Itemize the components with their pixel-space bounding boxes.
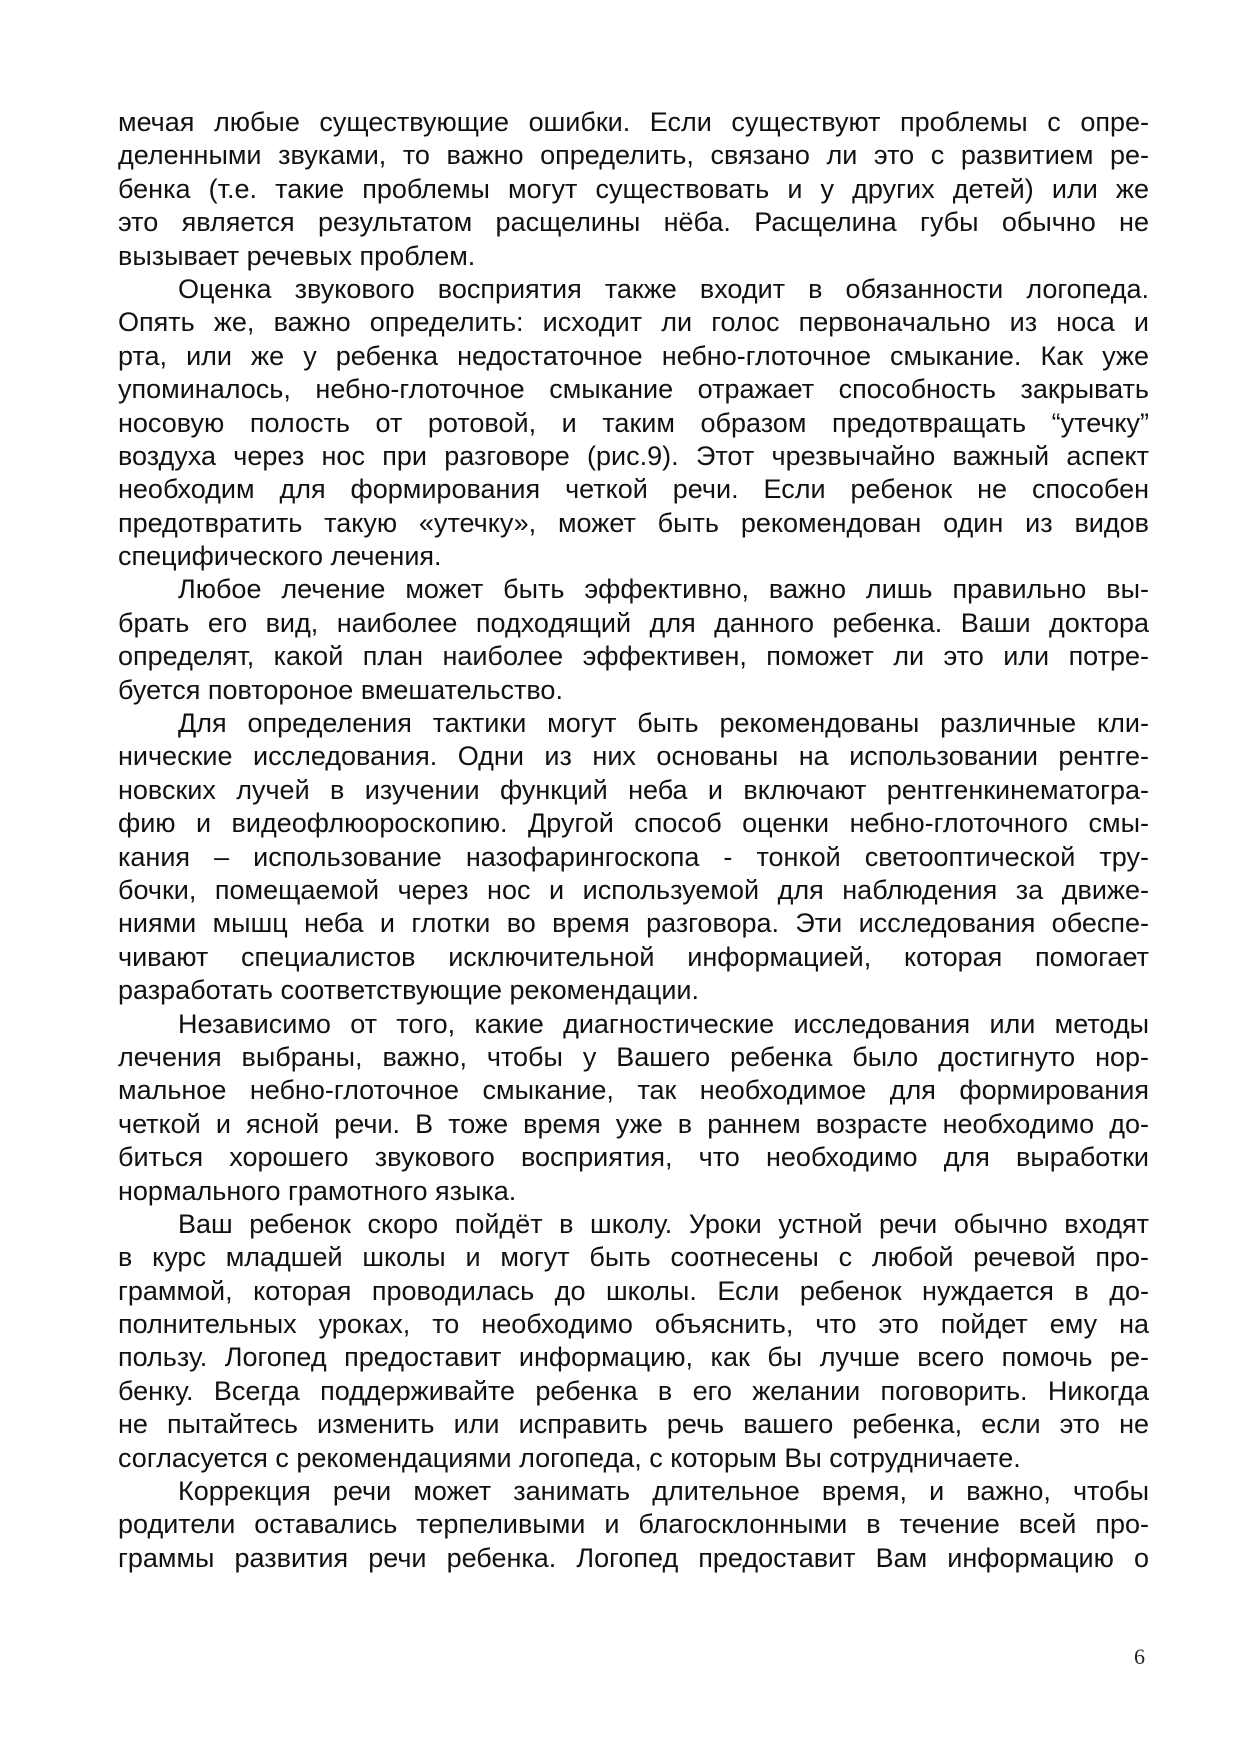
text-line: буется повтороное вмешательство. (118, 674, 563, 705)
text-line: упоминалось, небно-глоточное смыкание отражает способность закрывать (118, 374, 1149, 405)
text-line: это является результатом расщелины нёба. Расщелина губы обычно не (118, 207, 1149, 238)
text-line: Любое лечение может быть эффективно, важно лишь правильно вы- (178, 574, 1149, 605)
paragraph-5 (118, 1008, 1149, 1208)
text-line: воздуха через нос при разговоре (рис.9). Этот чрезвычайно важный аспект (118, 440, 1149, 471)
text-line: рта, или же у ребенка недостаточное небно-глоточное смыкание. Как уже (118, 340, 1149, 371)
text-line: бочки, помещаемой через нос и используемой для наблюдения за движе- (118, 874, 1149, 905)
text-line: Опять же, важно определить: исходит ли голос первоначально из носа и (118, 307, 1149, 338)
text-line: Для определения тактики могут быть рекомендованы различные кли- (178, 708, 1149, 739)
paragraph-2 (118, 273, 1149, 574)
paragraph-6 (118, 1208, 1149, 1475)
text-line: Независимо от того, какие диагностические исследования или методы (178, 1008, 1149, 1039)
text-line: деленными звуками, то важно определить, связано ли это с развитием ре- (118, 140, 1149, 171)
text-line: носовую полость от ротовой, и таким образом предотвращать “утечку” (118, 407, 1149, 438)
text-line: специфического лечения. (118, 541, 442, 572)
text-line: родители оставались терпеливыми и благосклонными в течение всей про- (118, 1509, 1149, 1540)
text-line: определят, какой план наиболее эффективен, поможет ли это или потре- (118, 641, 1149, 672)
text-line: Ваш ребенок скоро пойдёт в школу. Уроки устной речи обычно входят (178, 1208, 1149, 1239)
text-line: бенку. Всегда поддерживайте ребенка в его желании поговорить. Никогда (118, 1375, 1149, 1406)
text-line: граммы развития речи ребенка. Логопед предоставит Вам информацию о (118, 1542, 1149, 1573)
text-line: необходим для формирования четкой речи. Если ребенок не способен (118, 474, 1149, 505)
text-line: нормального грамотного языка. (118, 1175, 517, 1206)
paragraph-4 (118, 707, 1149, 1008)
text-line: пользу. Логопед предоставит информацию, как бы лучше всего помочь ре- (118, 1342, 1149, 1373)
text-line: граммой, которая проводилась до школы. Если ребенок нуждается в до- (118, 1275, 1149, 1306)
text-line: вызывает речевых проблем. (118, 240, 476, 271)
text-line: мальное небно-глоточное смыкание, так необходимое для формирования (118, 1075, 1149, 1106)
text-line: предотвратить такую «утечку», может быть рекомендован один из видов (118, 507, 1149, 538)
page-number: 6 (1134, 1644, 1145, 1669)
text-line: лечения выбраны, важно, чтобы у Вашего ребенка было достигнуто нор- (118, 1041, 1149, 1072)
text-line: кания – использование назофарингоскопа - тонкой светооптической тру- (118, 841, 1149, 872)
text-line: биться хорошего звукового восприятия, что необходимо для выработки (118, 1142, 1149, 1173)
text-line: нические исследования. Одни из них основаны на использовании рентге- (118, 741, 1149, 772)
text-line: мечая любые существующие ошибки. Если существуют проблемы с опре- (118, 107, 1149, 137)
text-line: полнительных уроках, то необходимо объяснить, что это пойдет ему на (118, 1309, 1149, 1340)
text-line: фию и видеофлюороскопию. Другой способ оценки небно-глоточного смы- (118, 808, 1149, 839)
text-line: Оценка звукового восприятия также входит в обязанности логопеда. (178, 273, 1149, 304)
paragraph-3 (118, 573, 1149, 707)
document-body (118, 106, 1149, 1575)
paragraph-7 (118, 1475, 1149, 1575)
text-line: не пытайтесь изменить или исправить речь вашего ребенка, если это не (118, 1409, 1149, 1440)
text-line: согласуется с рекомендациями логопеда, с которым Вы сотрудничаете. (118, 1442, 1021, 1473)
text-line: чивают специалистов исключительной информацией, которая помогает (118, 941, 1149, 972)
text-line: Коррекция речи может занимать длительное время, и важно, чтобы (178, 1476, 1149, 1507)
text-line: бенка (т.е. такие проблемы могут существовать и у других детей) или же (118, 173, 1149, 204)
text-line: ниями мышц неба и глотки во время разговора. Эти исследования обеспе- (118, 908, 1149, 939)
text-line: в курс младшей школы и могут быть соотнесены с любой речевой про- (118, 1242, 1149, 1273)
text-line: брать его вид, наиболее подходящий для данного ребенка. Ваши доктора (118, 607, 1149, 638)
text-line: новских лучей в изучении функций неба и включают рентгенкинематогра- (118, 774, 1149, 805)
text-line: четкой и ясной речи. В тоже время уже в раннем возрасте необходимо до- (118, 1108, 1149, 1139)
paragraph-1 (118, 106, 1149, 273)
text-line: разработать соответствующие рекомендации. (118, 975, 700, 1006)
